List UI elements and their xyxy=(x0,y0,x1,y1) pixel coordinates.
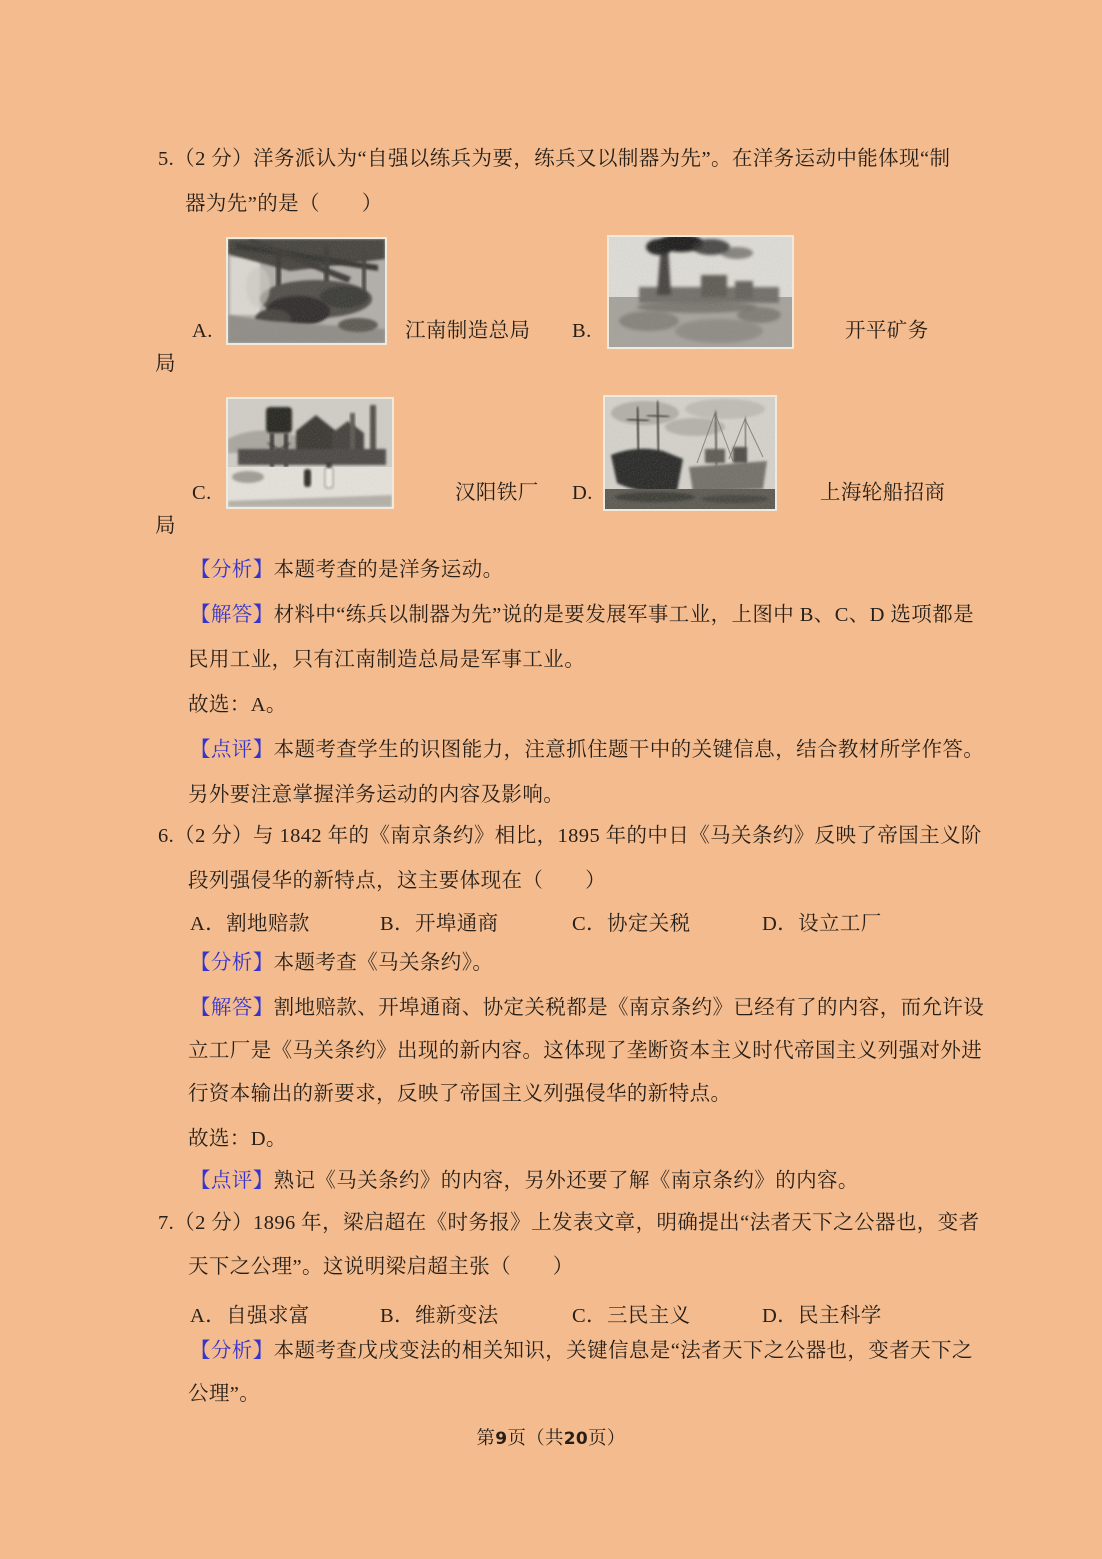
q5-option-d-caption: 上海轮船招商 xyxy=(820,482,946,504)
footer-page-number: 9 xyxy=(495,1429,508,1449)
photo-shanghai-steamship-company xyxy=(603,395,777,511)
q5-comment-text1: 本题考查学生的识图能力，注意抓住题干中的关键信息，结合教材所学作答。 xyxy=(273,739,985,761)
q5-option-a-label: A. xyxy=(192,320,213,342)
footer-text: 页） xyxy=(588,1429,626,1449)
q5-option-c-caption: 汉阳铁厂 xyxy=(455,482,539,504)
q5-option-d-label: D. xyxy=(572,482,593,504)
footer-text: 第 xyxy=(476,1429,496,1449)
photo-hanyang-ironworks xyxy=(226,397,394,509)
q6-stem-line1: 6.（2 分）与 1842 年的《南京条约》相比，1895 年的中日《马关条约》反映了帝国主义阶 xyxy=(158,825,982,847)
q6-comment-text: 熟记《马关条约》的内容，另外还要了解《南京条约》的内容。 xyxy=(273,1170,859,1192)
q7-stem-line1: 7.（2 分）1896 年，梁启超在《时务报》上发表文章，明确提出“法者天下之公器也，变者 xyxy=(158,1212,980,1234)
answer-tag: 【解答】 xyxy=(190,604,274,626)
q6-option-c: C．协定关税 xyxy=(572,913,691,935)
analysis-tag: 【分析】 xyxy=(190,559,274,581)
q6-answer-line2: 立工厂是《马关条约》出现的新内容。这体现了垄断资本主义时代帝国主义列强对外进 xyxy=(188,1040,983,1062)
q5-answer-line1 xyxy=(190,602,974,629)
footer-text: 页（共 xyxy=(507,1429,564,1449)
q5-option-b-caption: 开平矿务 xyxy=(845,320,929,342)
q5-answer-line2: 民用工业，只有江南制造总局是军事工业。 xyxy=(188,649,586,671)
q7-option-c: C．三民主义 xyxy=(572,1305,691,1327)
photo-jiangnan-arsenal xyxy=(226,237,387,345)
q7-option-a: A．自强求富 xyxy=(190,1305,310,1327)
q5-stem-line2: 器为先”的是（ ） xyxy=(185,193,383,215)
analysis-tag: 【分析】 xyxy=(190,1340,274,1362)
q5-stem-line1: 5.（2 分）洋务派认为“自强以练兵为要，练兵又以制器为先”。在洋务运动中能体现“制 xyxy=(158,148,951,170)
page-footer xyxy=(0,1424,1102,1450)
comment-tag: 【点评】 xyxy=(190,1170,274,1192)
q6-stem-line2: 段列强侵华的新特点，这主要体现在（ ） xyxy=(188,870,606,892)
q6-comment-line xyxy=(190,1168,859,1195)
q6-option-a: A．割地赔款 xyxy=(190,913,310,935)
q6-choice: 故选：D。 xyxy=(188,1128,287,1150)
answer-tag: 【解答】 xyxy=(190,997,274,1019)
q5-option-b-caption-wrap: 局 xyxy=(155,353,176,375)
q7-analysis-text1: 本题考查戊戌变法的相关知识，关键信息是“法者天下之公器也，变者天下之 xyxy=(273,1340,973,1362)
footer-total-pages: 20 xyxy=(563,1429,588,1449)
q5-analysis-text: 本题考查的是洋务运动。 xyxy=(273,559,504,581)
q6-analysis-line xyxy=(190,950,493,977)
q6-option-b: B．开埠通商 xyxy=(380,913,499,935)
comment-tag: 【点评】 xyxy=(190,739,274,761)
q7-analysis-line1 xyxy=(190,1338,973,1365)
q7-stem-line2: 天下之公理”。这说明梁启超主张（ ） xyxy=(188,1256,574,1278)
q7-analysis-line2: 公理”。 xyxy=(188,1383,261,1405)
q6-answer-text1: 割地赔款、开埠通商、协定关税都是《南京条约》已经有了的内容，而允许设 xyxy=(273,997,985,1019)
q5-option-d-caption-wrap: 局 xyxy=(155,515,176,537)
q6-option-d: D．设立工厂 xyxy=(762,913,882,935)
photo-kaiping-mines xyxy=(607,235,794,349)
analysis-tag: 【分析】 xyxy=(190,952,274,974)
q5-comment-line2: 另外要注意掌握洋务运动的内容及影响。 xyxy=(188,784,565,806)
q6-analysis-text: 本题考查《马关条约》。 xyxy=(273,952,494,974)
q7-option-d: D．民主科学 xyxy=(762,1305,882,1327)
q5-option-a-caption: 江南制造总局 xyxy=(405,320,531,342)
q7-option-b: B．维新变法 xyxy=(380,1305,499,1327)
q5-option-c-label: C. xyxy=(192,482,212,504)
q6-answer-line1 xyxy=(190,995,984,1022)
q5-option-b-label: B. xyxy=(572,320,592,342)
q5-choice: 故选：A。 xyxy=(188,694,287,716)
q6-answer-line3: 行资本输出的新要求，反映了帝国主义列强侵华的新特点。 xyxy=(188,1083,732,1105)
q5-comment-line1 xyxy=(190,737,984,764)
q5-analysis-line xyxy=(190,557,504,584)
q5-answer-text1: 材料中“练兵以制器为先”说的是要发展军事工业，上图中 B、C、D 选项都是 xyxy=(273,604,975,626)
